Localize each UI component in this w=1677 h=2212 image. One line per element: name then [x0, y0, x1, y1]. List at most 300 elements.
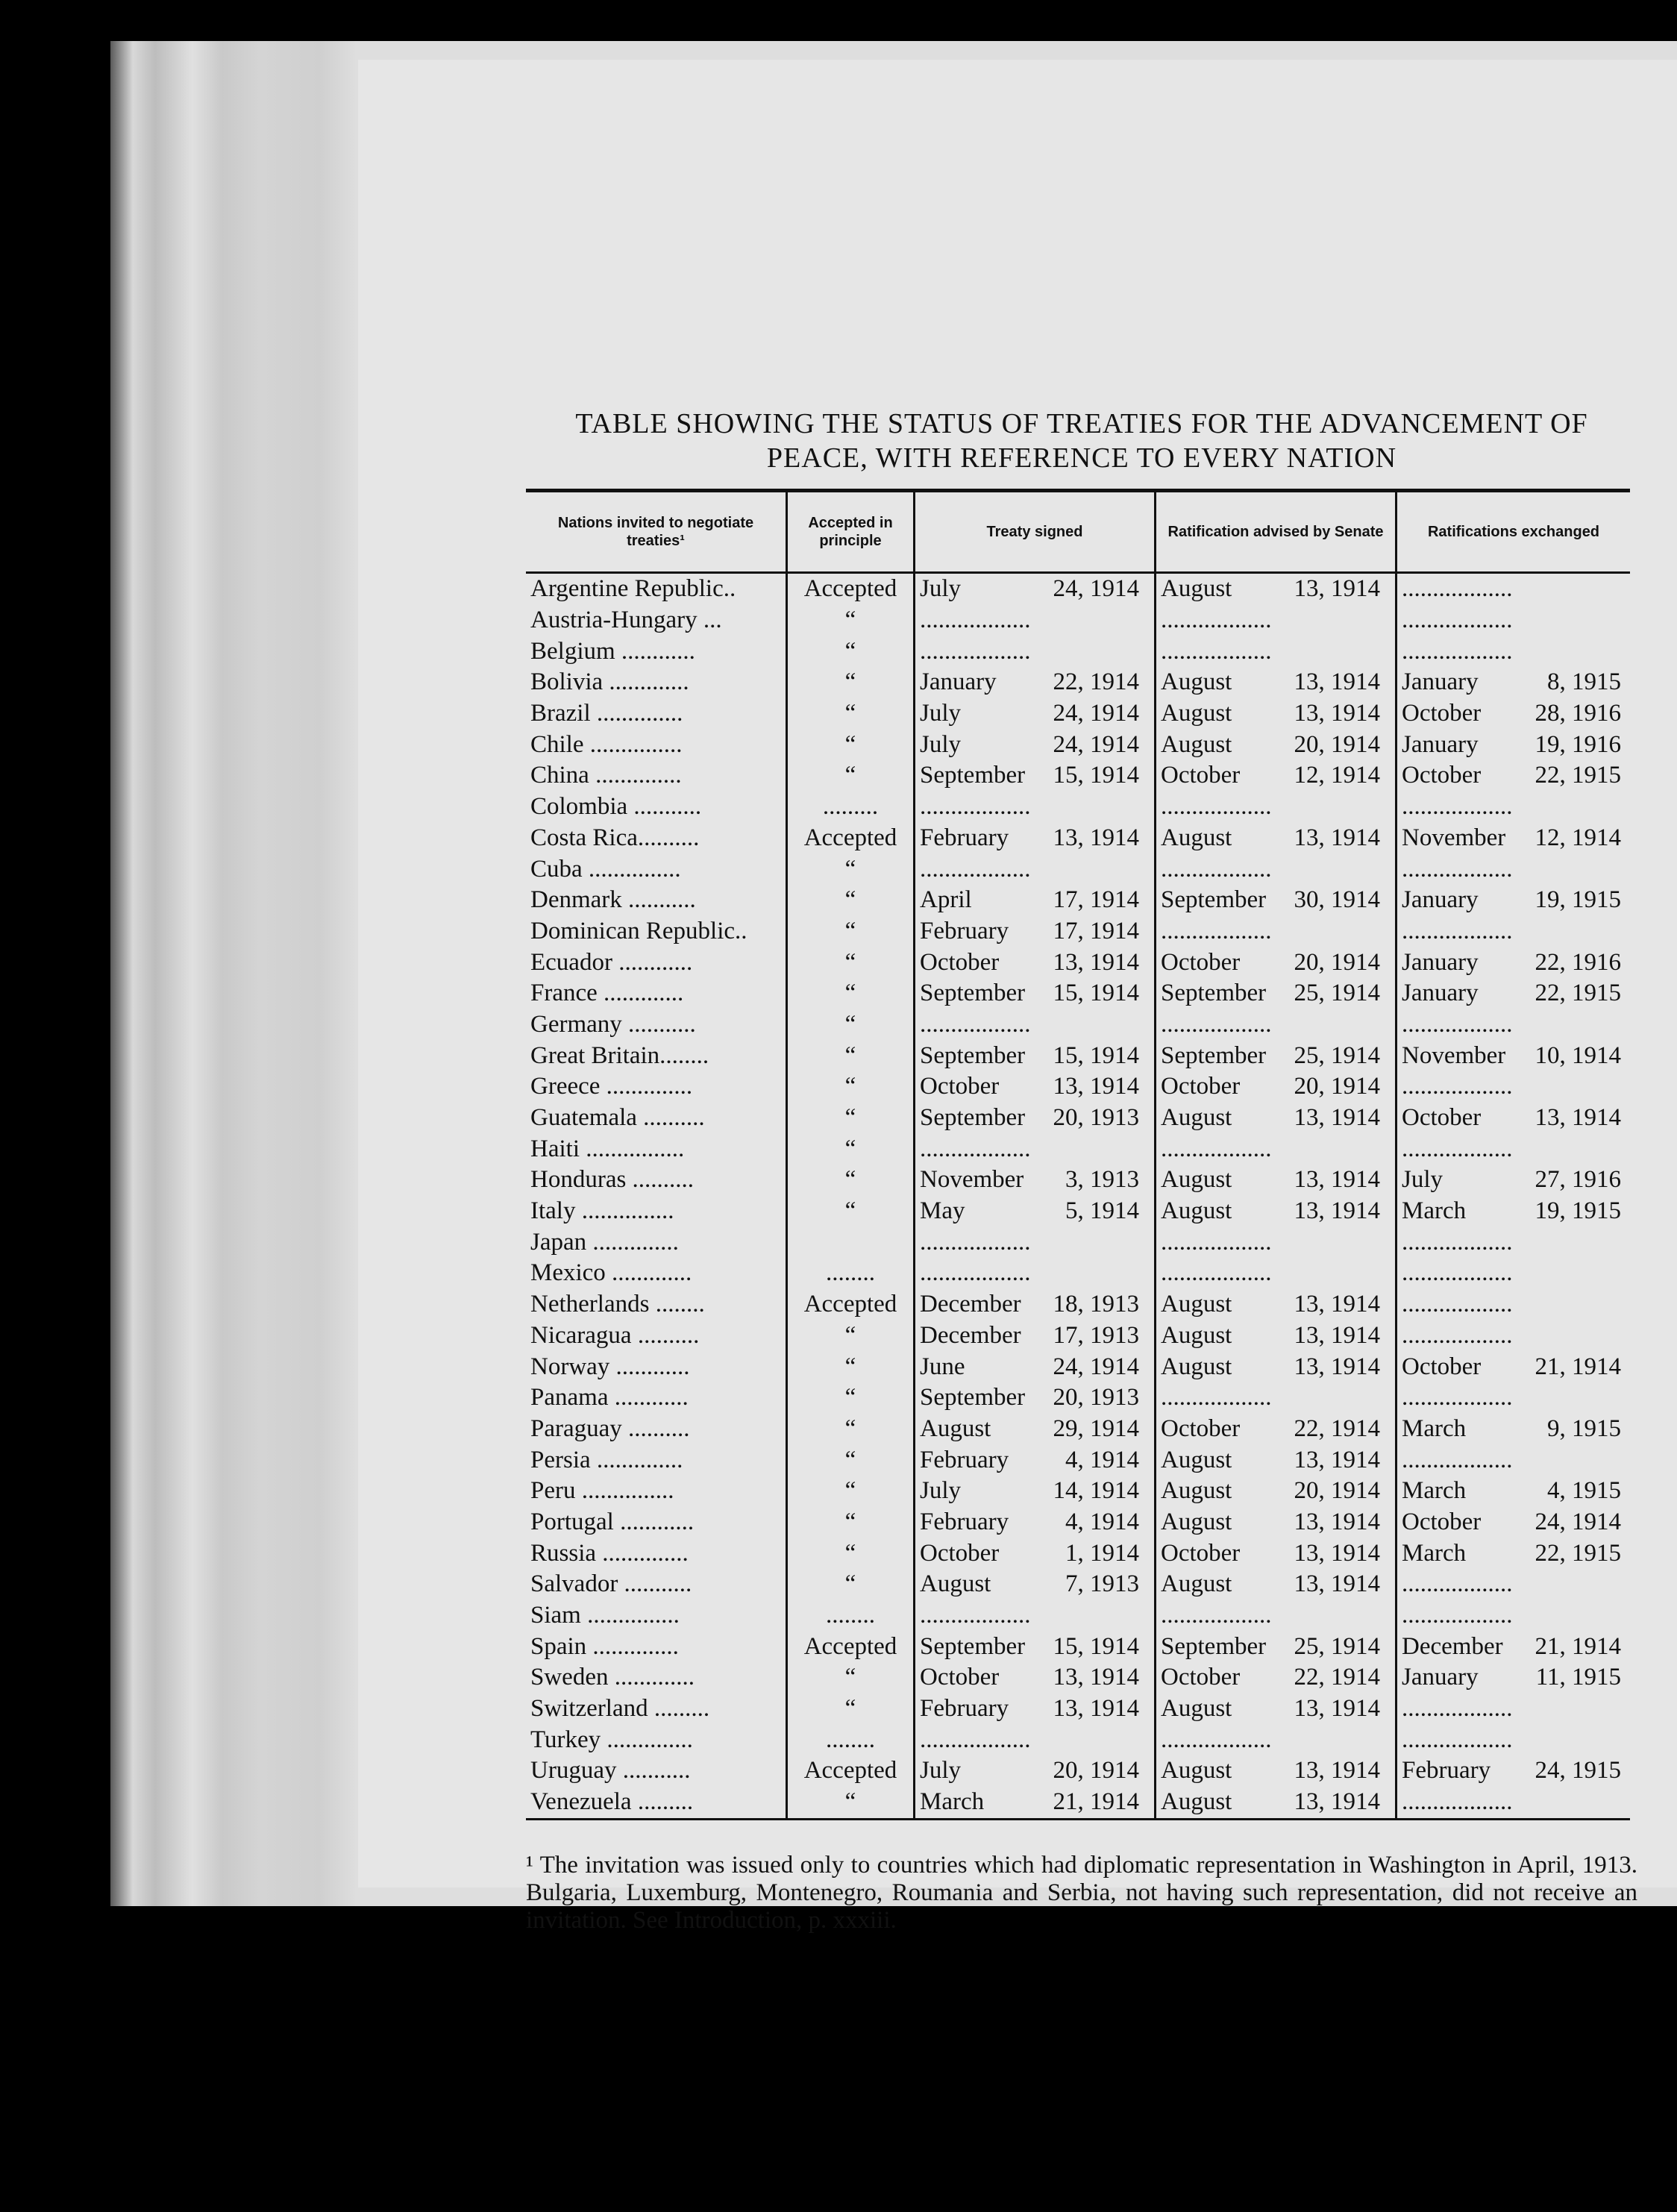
month: February — [920, 1508, 1009, 1535]
day-year: 15, 1914 — [1053, 1041, 1139, 1069]
treaty-signed-date — [915, 1320, 1156, 1352]
day-year: 13, 1914 — [1294, 1353, 1380, 1380]
month: January — [1402, 730, 1479, 758]
treaty-signed-date — [915, 1165, 1156, 1196]
ratifications-exchanged-date — [1397, 667, 1631, 698]
treaty-signed-date — [915, 1538, 1156, 1569]
ratifications-exchanged-date — [1397, 1662, 1631, 1694]
accepted-status — [787, 1226, 915, 1258]
nation-name: Argentine Republic.. — [530, 575, 736, 603]
ratification-advised-date — [1156, 978, 1397, 1009]
nation-name: Guatemala .......... — [530, 1104, 705, 1132]
day-year: 19, 1915 — [1535, 886, 1621, 914]
accepted-status: “ — [787, 1787, 915, 1819]
accepted-status: “ — [787, 1694, 915, 1725]
table-row — [526, 1320, 1630, 1352]
nation-name: Russia .............. — [530, 1539, 689, 1567]
month: August — [920, 1414, 991, 1442]
ratification-advised-date — [1156, 1631, 1397, 1662]
day-year: 13, 1914 — [1294, 1291, 1380, 1318]
day-year: 22, 1916 — [1535, 948, 1621, 976]
nation-name: Japan .............. — [530, 1228, 679, 1256]
month: August — [1161, 1477, 1232, 1505]
ratification-advised-date: .................. — [1156, 916, 1397, 947]
ratifications-exchanged-date: .................. — [1397, 1694, 1631, 1725]
ratification-advised-date: .................. — [1156, 1133, 1397, 1165]
day-year: 13, 1914 — [1053, 1664, 1139, 1691]
day-year: 13, 1914 — [1294, 1104, 1380, 1132]
accepted-status: ......... — [787, 792, 915, 823]
ratification-advised-date: .................. — [1156, 1009, 1397, 1041]
nation-name: France ............. — [530, 980, 684, 1007]
nation-name: Portugal ............ — [530, 1508, 695, 1535]
ratifications-exchanged-date — [1397, 1103, 1631, 1134]
nation-name: Brazil .............. — [530, 700, 683, 727]
nation-name: Great Britain........ — [530, 1041, 709, 1069]
month: September — [920, 1104, 1026, 1132]
month: August — [1161, 730, 1232, 758]
day-year: 13, 1914 — [1053, 824, 1139, 851]
table-row — [526, 760, 1630, 792]
day-year: 25, 1914 — [1294, 1041, 1380, 1069]
month: July — [920, 730, 962, 758]
month: August — [1161, 1508, 1232, 1535]
month: December — [920, 1321, 1021, 1349]
table-row — [526, 792, 1630, 823]
day-year: 15, 1914 — [1053, 762, 1139, 789]
day-year: 9, 1915 — [1547, 1414, 1621, 1442]
day-year: 13, 1914 — [1535, 1104, 1621, 1132]
month: January — [1402, 948, 1479, 976]
day-year: 24, 1914 — [1535, 1508, 1621, 1535]
ratification-advised-date — [1156, 1662, 1397, 1694]
ratifications-exchanged-date — [1397, 947, 1631, 978]
month: October — [1161, 948, 1241, 976]
day-year: 25, 1914 — [1294, 1632, 1380, 1660]
ratifications-exchanged-date: .................. — [1397, 605, 1631, 636]
ratification-advised-date — [1156, 760, 1397, 792]
day-year: 22, 1915 — [1535, 980, 1621, 1007]
month: October — [1402, 1104, 1482, 1132]
month: March — [1402, 1477, 1467, 1505]
ratifications-exchanged-date — [1397, 1538, 1631, 1569]
ratifications-exchanged-date — [1397, 1755, 1631, 1787]
month: August — [1161, 1446, 1232, 1473]
day-year: 24, 1914 — [1053, 700, 1139, 727]
accepted-status: “ — [787, 1507, 915, 1538]
accepted-status: Accepted — [787, 573, 915, 605]
day-year: 15, 1914 — [1053, 1632, 1139, 1660]
ratifications-exchanged-date: .................. — [1397, 1320, 1631, 1352]
table-row — [526, 916, 1630, 947]
table-row — [526, 1226, 1630, 1258]
table-row — [526, 1600, 1630, 1632]
ratifications-exchanged-date: .................. — [1397, 1569, 1631, 1600]
day-year: 5, 1914 — [1065, 1197, 1139, 1225]
day-year: 13, 1914 — [1294, 1166, 1380, 1194]
treaty-signed-date — [915, 1196, 1156, 1227]
month: November — [1402, 824, 1506, 851]
month: October — [1161, 1073, 1241, 1100]
day-year: 29, 1914 — [1053, 1414, 1139, 1442]
ratification-advised-date — [1156, 1071, 1397, 1103]
day-year: 20, 1913 — [1053, 1104, 1139, 1132]
nation-name: Dominican Republic.. — [530, 917, 747, 944]
treaty-signed-date: .................. — [915, 605, 1156, 636]
ratifications-exchanged-date: .................. — [1397, 1787, 1631, 1819]
accepted-status: ........ — [787, 1600, 915, 1632]
day-year: 22, 1914 — [1294, 1664, 1380, 1691]
treaty-signed-date: .................. — [915, 792, 1156, 823]
ratification-advised-date — [1156, 1165, 1397, 1196]
month: August — [1161, 668, 1232, 696]
accepted-status: ........ — [787, 1258, 915, 1289]
month: August — [1161, 1321, 1232, 1349]
day-year: 19, 1916 — [1535, 730, 1621, 758]
day-year: 13, 1914 — [1053, 948, 1139, 976]
accepted-status: “ — [787, 1133, 915, 1165]
table-header-row — [526, 491, 1630, 573]
month: October — [1161, 762, 1241, 789]
day-year: 17, 1914 — [1053, 917, 1139, 944]
day-year: 1, 1914 — [1065, 1539, 1139, 1567]
month: March — [1402, 1414, 1467, 1442]
month: February — [920, 917, 1009, 944]
accepted-status: “ — [787, 667, 915, 698]
table-row — [526, 1289, 1630, 1320]
day-year: 20, 1914 — [1294, 948, 1380, 976]
column-header-accepted: Accepted in principle — [787, 491, 915, 573]
accepted-status: Accepted — [787, 823, 915, 854]
accepted-status: “ — [787, 1569, 915, 1600]
day-year: 13, 1914 — [1294, 575, 1380, 603]
page-title — [526, 407, 1637, 475]
day-year: 28, 1916 — [1535, 700, 1621, 727]
ratification-advised-date — [1156, 947, 1397, 978]
table-body — [526, 573, 1630, 1820]
nation-name: Uruguay ........... — [530, 1757, 691, 1785]
ratifications-exchanged-date — [1397, 823, 1631, 854]
nation-name: Ecuador ............ — [530, 948, 693, 976]
table-row — [526, 1071, 1630, 1103]
day-year: 17, 1914 — [1053, 886, 1139, 914]
day-year: 22, 1914 — [1053, 668, 1139, 696]
nation-name: Greece .............. — [530, 1073, 693, 1100]
treaty-signed-date: .................. — [915, 636, 1156, 667]
month: September — [1161, 886, 1267, 914]
treaty-signed-date — [915, 823, 1156, 854]
table-row — [526, 885, 1630, 916]
treaty-signed-date — [915, 698, 1156, 730]
day-year: 21, 1914 — [1535, 1353, 1621, 1380]
month: October — [1402, 1508, 1482, 1535]
nation-name: Belgium ............ — [530, 637, 695, 665]
month: October — [1161, 1539, 1241, 1567]
accepted-status: “ — [787, 1009, 915, 1041]
treaty-signed-date — [915, 1040, 1156, 1071]
table-row — [526, 947, 1630, 978]
table-row — [526, 823, 1630, 854]
nation-name: Colombia ........... — [530, 793, 702, 821]
ratifications-exchanged-date: .................. — [1397, 1071, 1631, 1103]
day-year: 13, 1914 — [1294, 1757, 1380, 1785]
month: December — [920, 1291, 1021, 1318]
table-row — [526, 1724, 1630, 1755]
month: February — [920, 824, 1009, 851]
ratification-advised-date: .................. — [1156, 1258, 1397, 1289]
month: November — [920, 1166, 1024, 1194]
table-row — [526, 1538, 1630, 1569]
accepted-status: “ — [787, 1476, 915, 1507]
month: November — [1402, 1041, 1506, 1069]
month: September — [920, 980, 1026, 1007]
treaty-signed-date — [915, 1755, 1156, 1787]
ratification-advised-date: .................. — [1156, 1600, 1397, 1632]
table-row — [526, 667, 1630, 698]
nation-name: Nicaragua .......... — [530, 1321, 700, 1349]
accepted-status: “ — [787, 947, 915, 978]
month: October — [920, 948, 1000, 976]
day-year: 17, 1913 — [1053, 1321, 1139, 1349]
treaty-signed-date — [915, 1569, 1156, 1600]
ratification-advised-date: .................. — [1156, 853, 1397, 885]
ratifications-exchanged-date — [1397, 1414, 1631, 1445]
treaty-signed-date — [915, 1444, 1156, 1476]
ratifications-exchanged-date: .................. — [1397, 1289, 1631, 1320]
day-year: 21, 1914 — [1053, 1788, 1139, 1816]
month: January — [1402, 980, 1479, 1007]
accepted-status: Accepted — [787, 1289, 915, 1320]
day-year: 13, 1914 — [1053, 1695, 1139, 1723]
accepted-status: “ — [787, 1196, 915, 1227]
accepted-status: “ — [787, 885, 915, 916]
month: October — [1402, 700, 1482, 727]
accepted-status: “ — [787, 1320, 915, 1352]
day-year: 13, 1914 — [1294, 1570, 1380, 1598]
nation-name: Spain .............. — [530, 1632, 679, 1660]
ratification-advised-date: .................. — [1156, 605, 1397, 636]
accepted-status: “ — [787, 1351, 915, 1382]
day-year: 13, 1914 — [1294, 1508, 1380, 1535]
ratification-advised-date: .................. — [1156, 636, 1397, 667]
accepted-status: “ — [787, 1040, 915, 1071]
day-year: 13, 1914 — [1294, 1446, 1380, 1473]
treaty-signed-date — [915, 1476, 1156, 1507]
table-row — [526, 1258, 1630, 1289]
day-year: 11, 1915 — [1535, 1664, 1621, 1691]
table-row — [526, 1755, 1630, 1787]
ratifications-exchanged-date — [1397, 1165, 1631, 1196]
table-row — [526, 698, 1630, 730]
column-header-ratification-advised: Ratification advised by Senate — [1156, 491, 1397, 573]
day-year: 27, 1916 — [1535, 1166, 1621, 1194]
ratification-advised-date — [1156, 1755, 1397, 1787]
accepted-status: “ — [787, 853, 915, 885]
month: January — [920, 668, 997, 696]
ratifications-exchanged-date: .................. — [1397, 1600, 1631, 1632]
nation-name: Sweden ............. — [530, 1664, 695, 1691]
ratifications-exchanged-date: .................. — [1397, 916, 1631, 947]
month: September — [1161, 1041, 1267, 1069]
ratifications-exchanged-date: .................. — [1397, 792, 1631, 823]
ratifications-exchanged-date: .................. — [1397, 636, 1631, 667]
ratifications-exchanged-date — [1397, 885, 1631, 916]
month: January — [1402, 668, 1479, 696]
day-year: 15, 1914 — [1053, 980, 1139, 1007]
accepted-status: “ — [787, 1071, 915, 1103]
month: August — [1161, 700, 1232, 727]
month: July — [920, 1757, 962, 1785]
day-year: 20, 1914 — [1053, 1757, 1139, 1785]
day-year: 13, 1914 — [1294, 700, 1380, 727]
accepted-status: “ — [787, 1414, 915, 1445]
month: January — [1402, 1664, 1479, 1691]
month: September — [1161, 1632, 1267, 1660]
table-row — [526, 729, 1630, 760]
nation-name: Turkey .............. — [530, 1726, 693, 1753]
table-row — [526, 1165, 1630, 1196]
accepted-status: “ — [787, 729, 915, 760]
treaty-signed-date — [915, 1787, 1156, 1819]
ratifications-exchanged-date — [1397, 760, 1631, 792]
month: April — [920, 886, 972, 914]
month: February — [920, 1446, 1009, 1473]
ratification-advised-date — [1156, 1476, 1397, 1507]
month: August — [920, 1570, 991, 1598]
ratification-advised-date — [1156, 573, 1397, 605]
treaty-signed-date — [915, 1662, 1156, 1694]
column-header-nations: Nations invited to negotiate treaties¹ — [526, 491, 787, 573]
day-year: 13, 1914 — [1294, 1321, 1380, 1349]
nation-name: Netherlands ........ — [530, 1291, 705, 1318]
nation-name: Panama ............ — [530, 1384, 689, 1412]
nation-name: Germany ........... — [530, 1010, 696, 1038]
accepted-status: “ — [787, 1444, 915, 1476]
column-header-ratifications-exchanged: Ratifications exchanged — [1397, 491, 1631, 573]
table-row — [526, 1351, 1630, 1382]
nation-name: Costa Rica.......... — [530, 824, 700, 851]
ratification-advised-date — [1156, 1444, 1397, 1476]
accepted-status: “ — [787, 1165, 915, 1196]
treaty-signed-date — [915, 885, 1156, 916]
nation-name: Haiti ................ — [530, 1135, 685, 1162]
treaty-signed-date: .................. — [915, 853, 1156, 885]
ratification-advised-date — [1156, 1694, 1397, 1725]
month: March — [1402, 1197, 1467, 1225]
month: September — [920, 1632, 1026, 1660]
month: January — [1402, 886, 1479, 914]
month: March — [920, 1788, 985, 1816]
accepted-status: “ — [787, 698, 915, 730]
treaty-signed-date — [915, 1103, 1156, 1134]
table-row — [526, 1444, 1630, 1476]
day-year: 13, 1914 — [1294, 1197, 1380, 1225]
accepted-status: “ — [787, 1538, 915, 1569]
treaty-signed-date — [915, 978, 1156, 1009]
day-year: 21, 1914 — [1535, 1632, 1621, 1660]
accepted-status: “ — [787, 978, 915, 1009]
day-year: 22, 1915 — [1535, 1539, 1621, 1567]
day-year: 12, 1914 — [1535, 824, 1621, 851]
accepted-status: Accepted — [787, 1755, 915, 1787]
day-year: 20, 1913 — [1053, 1384, 1139, 1412]
ratifications-exchanged-date — [1397, 1040, 1631, 1071]
treaty-signed-date — [915, 916, 1156, 947]
month: August — [1161, 1353, 1232, 1380]
day-year: 13, 1914 — [1294, 668, 1380, 696]
month: August — [1161, 1166, 1232, 1194]
ratifications-exchanged-date: .................. — [1397, 1258, 1631, 1289]
table-row — [526, 1196, 1630, 1227]
treaty-signed-date: .................. — [915, 1133, 1156, 1165]
month: May — [920, 1197, 965, 1225]
month: September — [920, 762, 1026, 789]
day-year: 24, 1914 — [1053, 1353, 1139, 1380]
nation-name: Austria-Hungary ... — [530, 607, 722, 634]
month: March — [1402, 1539, 1467, 1567]
month: August — [1161, 1570, 1232, 1598]
nation-name: Salvador ........... — [530, 1570, 692, 1598]
treaty-signed-date — [915, 1071, 1156, 1103]
month: October — [1161, 1414, 1241, 1442]
day-year: 24, 1914 — [1053, 575, 1139, 603]
nation-name: Italy ............... — [530, 1197, 674, 1225]
accepted-status: “ — [787, 916, 915, 947]
table-row — [526, 605, 1630, 636]
nation-name: Cuba ............... — [530, 855, 681, 883]
day-year: 3, 1913 — [1065, 1166, 1139, 1194]
day-year: 7, 1913 — [1065, 1570, 1139, 1598]
table-row — [526, 1476, 1630, 1507]
treaty-signed-date: .................. — [915, 1009, 1156, 1041]
day-year: 24, 1915 — [1535, 1757, 1621, 1785]
ratification-advised-date — [1156, 1538, 1397, 1569]
month: October — [1161, 1664, 1241, 1691]
treaty-signed-date — [915, 1631, 1156, 1662]
day-year: 20, 1914 — [1294, 730, 1380, 758]
ratification-advised-date — [1156, 667, 1397, 698]
month: October — [1402, 762, 1482, 789]
day-year: 12, 1914 — [1294, 762, 1380, 789]
accepted-status: “ — [787, 1662, 915, 1694]
month: June — [920, 1353, 965, 1380]
treaty-signed-date — [915, 1382, 1156, 1414]
ratification-advised-date — [1156, 1787, 1397, 1819]
ratification-advised-date — [1156, 885, 1397, 916]
day-year: 13, 1914 — [1294, 1539, 1380, 1567]
day-year: 25, 1914 — [1294, 980, 1380, 1007]
nation-name: Mexico ............. — [530, 1259, 692, 1287]
ratification-advised-date — [1156, 729, 1397, 760]
table-row — [526, 853, 1630, 885]
treaty-signed-date — [915, 1351, 1156, 1382]
day-year: 14, 1914 — [1053, 1477, 1139, 1505]
table-row — [526, 1382, 1630, 1414]
accepted-status: “ — [787, 636, 915, 667]
month: August — [1161, 575, 1232, 603]
ratifications-exchanged-date — [1397, 729, 1631, 760]
ratification-advised-date — [1156, 698, 1397, 730]
day-year: 10, 1914 — [1535, 1041, 1621, 1069]
day-year: 20, 1914 — [1294, 1477, 1380, 1505]
nation-name: Honduras .......... — [530, 1166, 695, 1194]
month: August — [1161, 1291, 1232, 1318]
ratification-advised-date — [1156, 1507, 1397, 1538]
treaty-status-table — [526, 489, 1630, 1820]
footnote: ¹ The invitation was issued only to countries which had diplomatic representation in Washington in April, 1913. Bulgaria, Luxemburg, Montenegro, Roumania and Serbia, not having such representation, did not receive an invitation. See Introduction, p. xxxiii. — [526, 1852, 1637, 1934]
ratification-advised-date — [1156, 1569, 1397, 1600]
treaty-signed-date — [915, 729, 1156, 760]
